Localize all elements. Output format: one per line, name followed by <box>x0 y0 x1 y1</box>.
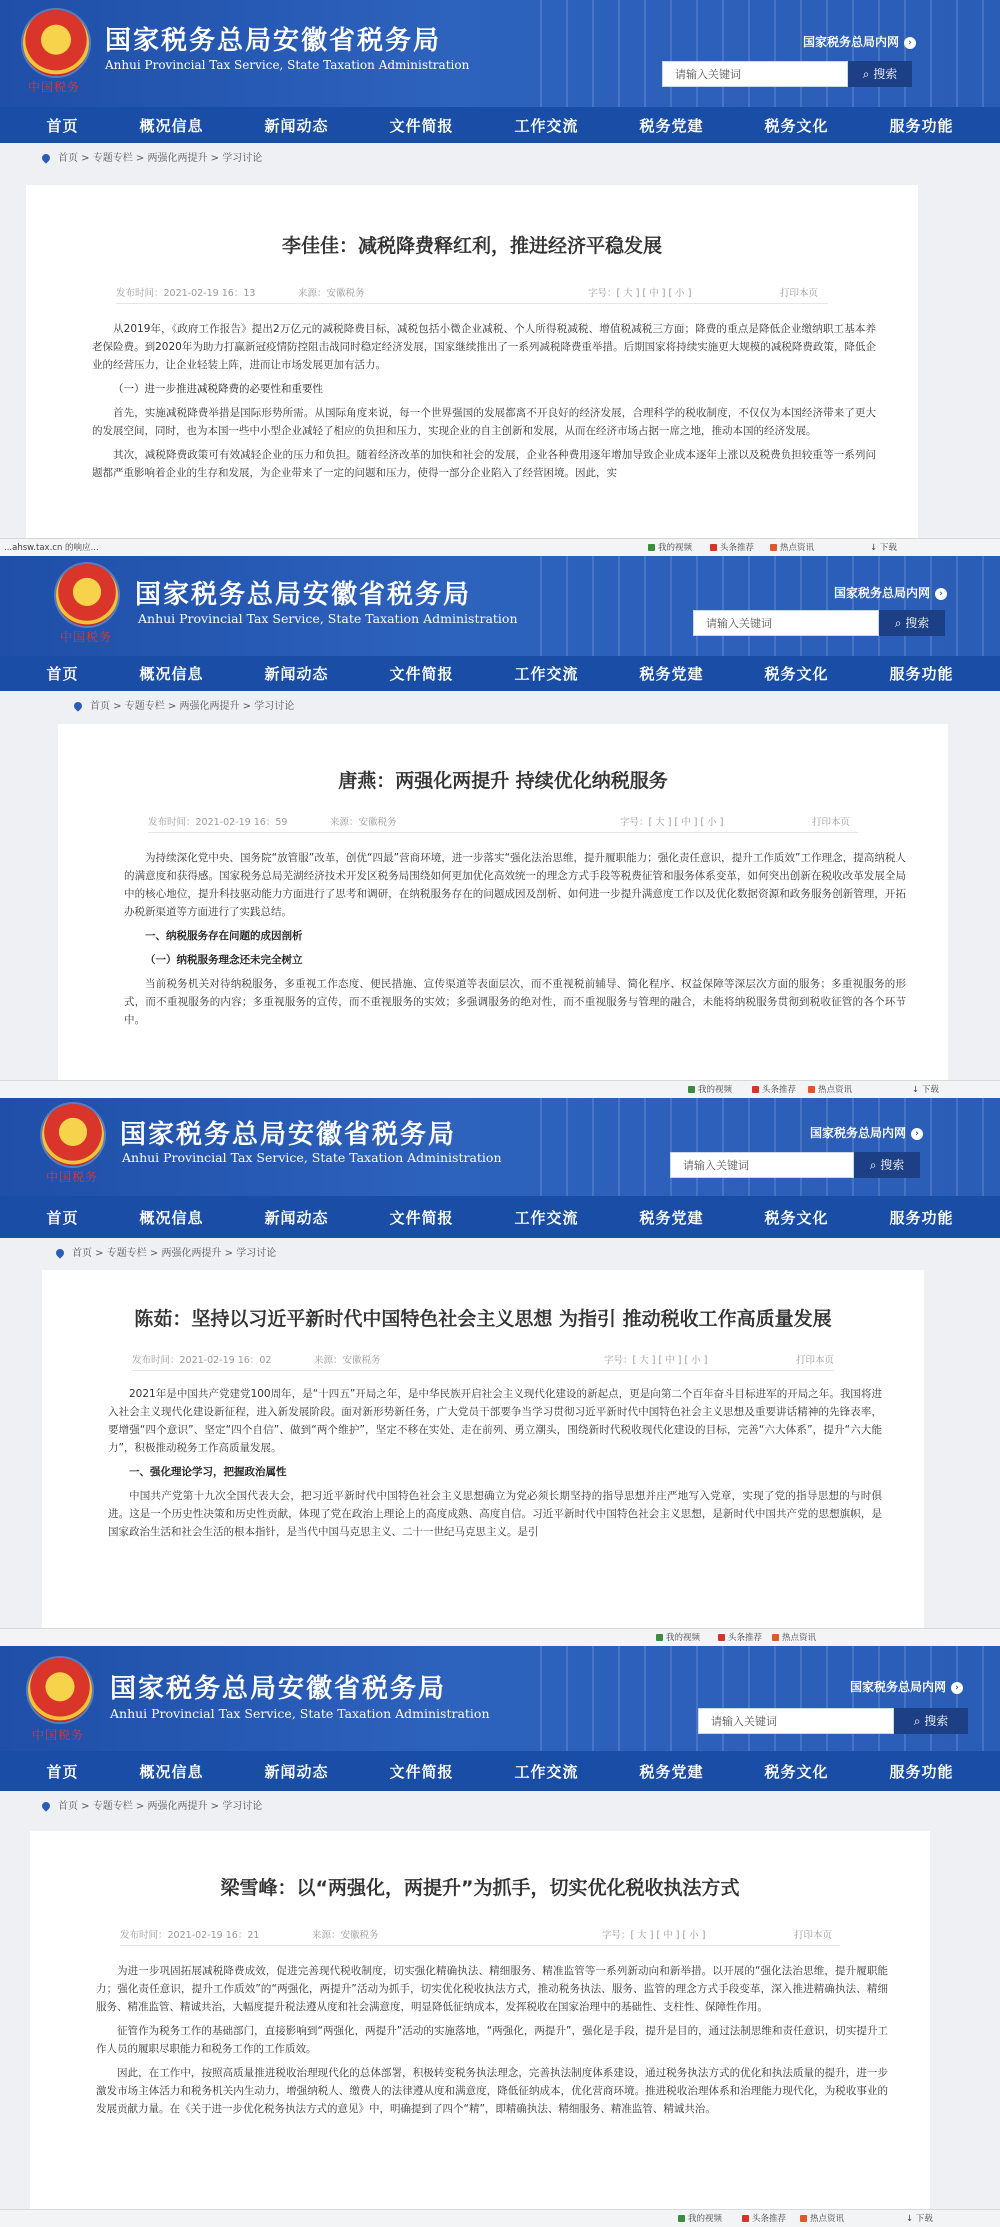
header-decoration <box>540 556 1000 656</box>
site-header <box>0 556 1000 656</box>
paragraph: 首先，实施减税降费举措是国际形势所需。从国际角度来说，每一个世界强国的发展都离不开良好的经济发展，合理科学的税收制度，不仅仅为本国经济带来了更大的发展空间，同时，也为本国一些中小型企业减轻了相应的负担和压力，实现企业的自主创新和发展，从而在经济市场占据一席之地，推动本国的经济发展。 <box>92 407 876 437</box>
nav-services[interactable]: 服务功能 <box>889 116 954 135</box>
status-video-label: 我的视频 <box>658 543 693 553</box>
status-download-label: 下载 <box>921 1085 939 1095</box>
tax-emblem-icon <box>23 10 89 76</box>
font-size-selector[interactable]: 字号：[ 大 ] [ 中 ] [ 小 ] <box>604 1355 708 1366</box>
screenshot-4 <box>0 1646 1000 2227</box>
nav-culture[interactable]: 税务文化 <box>764 1762 829 1781</box>
nav-home[interactable]: 首页 <box>46 665 79 683</box>
article-source: 来源：安徽税务 <box>298 288 365 299</box>
nav-exchange[interactable]: 工作交流 <box>514 665 579 683</box>
breadcrumb <box>0 143 1000 175</box>
site-title[interactable]: 国家税务总局安徽省税务局 <box>135 580 472 610</box>
paragraph: 2021年是中国共产党建党100周年，是“十四五”开局之年，是中华民族开启社会主义现代化建设的新起点，更是向第二个百年奋斗目标进军的开局之年。我国将进入社会主义现代化建设新征程，进入新发展阶段。面对新形势新任务，广大党员干部要争当学习贯彻习近平新时代中国特色社会主义思想及重要讲话精神的先锋表率，要增强“四个意识”、坚定“四个自信”、做到“两个维护”，坚定不移在实处、走在前列、勇立潮头，围绕新时代税收现代化建设的目标，完善“六大体系”，提升“六大能力”，积极推动税务工作高质量发展。 <box>108 1388 882 1454</box>
paragraph: 中国共产党第十九次全国代表大会，把习近平新时代中国特色社会主义思想确立为党必须长期坚持的指导思想并庄严地写入党章，实现了党的指导思想的与时俱进。这是一个历史性决策和历史性贡献，体现了党在政治上理论上的高度成熟、高度自信。习近平新时代中国特色社会主义思想，是新时代中国共产党的思想旗帜，是国家政治生活和社会生活的根本指针，是当代中国马克思主义、二十一世纪马克思主义。是引 <box>108 1490 882 1538</box>
search-icon: ⌕ <box>862 67 874 81</box>
status-headlines-label: 头条推荐 <box>728 1633 763 1643</box>
article-body <box>58 833 948 1029</box>
breadcrumb <box>0 1238 1000 1270</box>
font-size-selector[interactable]: 字号：[ 大 ] [ 中 ] [ 小 ] <box>620 817 724 828</box>
status-download-label: 下载 <box>879 543 897 553</box>
article-meta <box>132 1348 834 1371</box>
print-link[interactable]: 打印本页 <box>794 1930 833 1941</box>
status-hot-label: 热点资讯 <box>780 543 815 553</box>
article-card <box>30 1831 930 2209</box>
hot-news-icon <box>770 544 777 551</box>
status-headlines-label: 头条推荐 <box>720 543 755 553</box>
status-hot-label: 热点资讯 <box>810 2214 845 2224</box>
location-pin-icon <box>54 1247 65 1258</box>
intranet-link[interactable] <box>803 33 916 50</box>
breadcrumb <box>0 691 1000 723</box>
section-subheading: （一）纳税服务理念还未完全树立 <box>145 954 303 966</box>
paragraph: 因此，在工作中，按照高质量推进税收治理现代化的总体部署，积极转变税务执法理念，完善执法制度体系建设，通过税务执法方式的优化和执法质量的提升，进一步激发市场主体活力和税务机关内生动力，增强纳税人、缴费人的法律遵从度和满意度，降低征纳成本，优化营商环境。推进税收治理体系和治理能力现代化，为税收事业的发展贡献力量。在《关于进一步优化税务执法方式的意见》中，明确提到了四个“精”，即精确执法、精细服务、精准监管、精诚共治。 <box>96 2067 888 2115</box>
nav-news[interactable]: 新闻动态 <box>264 116 329 135</box>
arrow-right-icon: › <box>951 1682 963 1694</box>
nav-services[interactable]: 服务功能 <box>889 665 954 683</box>
browser-status-bar <box>0 2209 1000 2227</box>
article-source: 来源：安徽税务 <box>314 1355 381 1366</box>
search-button[interactable] <box>894 1708 968 1734</box>
status-hot[interactable] <box>808 1081 852 1098</box>
nav-exchange[interactable]: 工作交流 <box>514 1762 579 1781</box>
article-title: 梁雪峰：以“两强化，两提升”为抓手，切实优化税收执法方式 <box>220 1877 740 1899</box>
breadcrumb <box>0 1791 1000 1823</box>
nav-home[interactable]: 首页 <box>46 116 79 135</box>
article-meta <box>116 281 828 304</box>
article-body <box>26 304 918 482</box>
article-meta <box>120 1923 840 1946</box>
video-icon <box>678 2215 685 2222</box>
headlines-icon <box>718 1634 725 1641</box>
status-hot-label: 热点资讯 <box>818 1085 853 1095</box>
intranet-link[interactable] <box>834 584 947 601</box>
intranet-link[interactable] <box>850 1678 963 1695</box>
nav-culture[interactable]: 税务文化 <box>764 665 829 683</box>
breadcrumb-text[interactable]: 首页 > 专题专栏 > 两强化两提升 > 学习讨论 <box>90 701 295 712</box>
status-headlines[interactable] <box>742 2210 786 2227</box>
intranet-link-label[interactable]: 国家税务总局内网 <box>834 586 931 600</box>
nav-exchange[interactable]: 工作交流 <box>514 1208 579 1227</box>
article-title: 李佳佳：减税降费释红利，推进经济平稳发展 <box>281 235 662 257</box>
search-button[interactable] <box>854 1152 920 1178</box>
nav-party[interactable]: 税务党建 <box>639 1762 704 1781</box>
status-hot-label: 热点资讯 <box>782 1633 817 1643</box>
nav-news[interactable]: 新闻动态 <box>264 1762 329 1781</box>
search-button[interactable] <box>848 61 912 87</box>
paragraph: 为持续深化党中央、国务院“放管服”改革，创优“四最”营商环境，进一步落实“强化法治思维，提升履职能力；强化责任意识，提升工作质效”工作理念，提高纳税人的满意度和获得感。国家税务总局芜湖经济技术开发区税务局围绕如何更加优化高效统一的理念方式手段等税费征管和服务体系变革，如何突出创新在税收改革发展全局中的核心地位，提升科技驱动能力方面进行了思考和调研，在纳税服务存在的问题成因及剖析、如何进一步提升满意度工作以及优化数据资源和政务服务创新管理，开拓办税新渠道等方面进行了实践总结。 <box>124 852 906 918</box>
nav-party[interactable]: 税务党建 <box>639 116 704 135</box>
nav-party[interactable]: 税务党建 <box>639 665 704 683</box>
search-button[interactable] <box>879 610 945 636</box>
site-subtitle: Anhui Provincial Tax Service, State Taxation Administration <box>138 611 518 626</box>
download-icon: ↓ <box>906 2214 916 2224</box>
font-size-selector[interactable]: 字号：[ 大 ] [ 中 ] [ 小 ] <box>588 288 692 299</box>
status-headlines-label: 头条推荐 <box>752 2214 787 2224</box>
nav-culture[interactable]: 税务文化 <box>764 1208 829 1227</box>
status-hot[interactable] <box>770 539 814 556</box>
nav-home[interactable]: 首页 <box>46 1208 79 1227</box>
status-hot[interactable] <box>800 2210 844 2227</box>
browser-status-bar <box>0 1080 1000 1098</box>
nav-news[interactable]: 新闻动态 <box>264 665 329 683</box>
emblem-caption: 中国税务 <box>46 1170 99 1184</box>
nav-services[interactable]: 服务功能 <box>889 1208 954 1227</box>
video-icon <box>648 544 655 551</box>
nav-documents[interactable]: 文件简报 <box>389 1762 454 1781</box>
headlines-icon <box>710 544 717 551</box>
search-button-label: 搜索 <box>873 67 898 81</box>
header-decoration <box>540 1646 1000 1751</box>
intranet-link-label[interactable]: 国家税务总局内网 <box>803 35 900 49</box>
status-headlines-label: 头条推荐 <box>762 1085 797 1095</box>
paragraph: 征管作为税务工作的基础部门，直接影响到“两强化，两提升”活动的实施落地，“两强化，两提升”，强化是手段，提升是目的，通过法制思维和责任意识，切实提升工作人员的履职尽职能力和税务工作的工作质效。 <box>96 2025 888 2055</box>
screenshot-1 <box>0 0 1000 556</box>
browser-status-bar <box>0 1628 1000 1646</box>
arrow-right-icon: › <box>911 1128 923 1140</box>
site-title[interactable]: 国家税务总局安徽省税务局 <box>110 1674 447 1704</box>
article-source: 来源：安徽税务 <box>330 817 397 828</box>
site-title[interactable]: 国家税务总局安徽省税务局 <box>120 1120 457 1150</box>
breadcrumb-text[interactable]: 首页 > 专题专栏 > 两强化两提升 > 学习讨论 <box>58 153 263 164</box>
headlines-icon <box>742 2215 749 2222</box>
status-hot[interactable] <box>772 1629 816 1646</box>
nav-overview[interactable]: 概况信息 <box>139 1762 204 1781</box>
status-headlines[interactable] <box>718 1629 762 1646</box>
nav-home[interactable]: 首页 <box>46 1762 79 1781</box>
tax-emblem-icon <box>28 1658 92 1722</box>
paragraph: 其次，减税降费政策可有效减轻企业的压力和负担。随着经济改革的加快和社会的发展，企业各种费用逐年增加导致企业成本逐年上涨以及税费负担较重等一系列问题都严重影响着企业的生存和发展，为企业带来了一定的问题和压力，使得一部分企业陷入了经营困境。因此，实 <box>92 449 876 479</box>
nav-overview[interactable]: 概况信息 <box>139 1208 204 1227</box>
status-headlines[interactable] <box>710 539 754 556</box>
publish-date: 发布时间：2021-02-19 16：02 <box>132 1355 272 1366</box>
intranet-link-label[interactable]: 国家税务总局内网 <box>850 1680 947 1694</box>
article-card <box>58 724 948 1080</box>
section-heading: （一）进一步推进减税降费的必要性和重要性 <box>113 383 323 395</box>
nav-documents[interactable]: 文件简报 <box>389 116 454 135</box>
section-heading: 一、强化理论学习，把握政治属性 <box>129 1466 287 1478</box>
hot-news-icon <box>800 2215 807 2222</box>
article-body <box>42 1371 924 1541</box>
status-video[interactable] <box>678 2210 722 2227</box>
font-size-selector[interactable]: 字号：[ 大 ] [ 中 ] [ 小 ] <box>602 1930 706 1941</box>
site-title[interactable]: 国家税务总局安徽省税务局 <box>105 26 442 56</box>
status-download[interactable] <box>870 539 897 556</box>
hot-news-icon <box>808 1086 815 1093</box>
nav-news[interactable]: 新闻动态 <box>264 1208 329 1227</box>
search-button-label: 搜索 <box>880 1158 905 1172</box>
nav-overview[interactable]: 概况信息 <box>139 116 204 135</box>
screenshot-3 <box>0 1098 1000 1646</box>
search-icon: ⌕ <box>913 1714 925 1728</box>
search-input[interactable]: 请输入关键词 <box>698 1708 894 1734</box>
status-video[interactable] <box>688 1081 732 1098</box>
headlines-icon <box>752 1086 759 1093</box>
search-button-label: 搜索 <box>924 1714 949 1728</box>
paragraph: 为进一步巩固拓展减税降费成效，促进完善现代税收制度，切实强化精确执法、精细服务、精准监管等一系列新动向和新举措。以开展的“强化法治思维，提升履职能力；强化责任意识，提升工作质效”的“两强化，两提升”活动为抓手，切实优化税收执法方式，推动税务执法、服务、监管的理念方式手段变革，深入推进精确执法、精细服务、精准监管、精诚共治，大幅度提升税法遵从度和社会满意度，明显降低征纳成本，发挥税收在国家治理中的基础性、支柱性、保障性作用。 <box>96 1965 888 2013</box>
download-icon: ↓ <box>912 1085 922 1095</box>
status-video-label: 我的视频 <box>688 2214 723 2224</box>
header-decoration <box>540 1098 1000 1196</box>
publish-date: 发布时间：2021-02-19 16：21 <box>120 1930 260 1941</box>
search-input[interactable]: 请输入关键词 <box>670 1152 854 1178</box>
search-icon: ⌕ <box>869 1158 881 1172</box>
nav-documents[interactable]: 文件简报 <box>389 1208 454 1227</box>
breadcrumb-text[interactable]: 首页 > 专题专栏 > 两强化两提升 > 学习讨论 <box>58 1801 263 1812</box>
print-link[interactable]: 打印本页 <box>796 1355 835 1366</box>
status-video-label: 我的视频 <box>698 1085 733 1095</box>
main-nav <box>0 1196 1000 1238</box>
status-url: ...ahsw.tax.cn 的响应... <box>4 543 99 553</box>
main-nav <box>0 656 1000 691</box>
main-nav <box>0 107 1000 143</box>
article-card <box>26 185 918 538</box>
site-header <box>0 1098 1000 1196</box>
site-header <box>0 1646 1000 1751</box>
status-headlines[interactable] <box>752 1081 796 1098</box>
article-body <box>30 1946 930 2118</box>
main-nav <box>0 1751 1000 1791</box>
status-video[interactable] <box>648 539 692 556</box>
search-icon: ⌕ <box>894 616 906 630</box>
nav-overview[interactable]: 概况信息 <box>139 665 204 683</box>
hot-news-icon <box>772 1634 779 1641</box>
emblem-caption: 中国税务 <box>60 630 113 644</box>
search-input[interactable]: 请输入关键词 <box>662 61 848 87</box>
search-button-label: 搜索 <box>905 616 930 630</box>
nav-exchange[interactable]: 工作交流 <box>514 116 579 135</box>
location-pin-icon <box>40 152 51 163</box>
nav-documents[interactable]: 文件简报 <box>389 665 454 683</box>
intranet-link[interactable] <box>810 1124 923 1141</box>
breadcrumb-text[interactable]: 首页 > 专题专栏 > 两强化两提升 > 学习讨论 <box>72 1248 277 1259</box>
article-meta <box>148 810 858 833</box>
screenshot-2 <box>0 556 1000 1098</box>
article-title: 陈茹：坚持以习近平新时代中国特色社会主义思想 为指引 推动税收工作高质量发展 <box>134 1308 832 1330</box>
site-subtitle: Anhui Provincial Tax Service, State Taxation Administration <box>105 58 470 72</box>
emblem-caption: 中国税务 <box>28 80 81 94</box>
article-source: 来源：安徽税务 <box>312 1930 379 1941</box>
nav-services[interactable]: 服务功能 <box>889 1762 954 1781</box>
paragraph: 从2019年，《政府工作报告》提出2万亿元的减税降费目标，减税包括小微企业减税、个人所得税减税、增值税减税三方面；降费的重点是降低企业缴纳职工基本养老保险费。到2020年为助力打赢新冠疫情防控阻击战同时稳定经济发展，国家继续推出了一系列减税降费重举措。后期国家将持续实施更大规模的减税降费政策，降低企业的经营压力，让企业轻装上阵，进而让市场发展更加有活力。 <box>92 323 876 371</box>
status-video[interactable] <box>656 1629 700 1646</box>
article-title: 唐燕：两强化两提升 持续优化纳税服务 <box>338 770 668 792</box>
arrow-right-icon: › <box>935 588 947 600</box>
paragraph: 当前税务机关对待纳税服务，多重视工作态度、便民措施、宣传渠道等表面层次，而不重视税前辅导、简化程序、权益保障等深层次方面的服务；多重视服务的形式，而不重视服务的内容；多重视服务的宣传，而不重视服务的实效；多强调服务的绝对性，而不重视服务与管理的融合，未能将纳税服务贯彻到税收征管的各个环节中。 <box>124 978 906 1026</box>
tax-emblem-icon <box>56 564 118 626</box>
print-link[interactable]: 打印本页 <box>812 817 851 828</box>
header-decoration <box>540 0 1000 107</box>
emblem-caption: 中国税务 <box>32 1728 85 1742</box>
site-subtitle: Anhui Provincial Tax Service, State Taxation Administration <box>122 1150 502 1165</box>
section-heading: 一、纳税服务存在问题的成因剖析 <box>145 930 303 942</box>
intranet-link-label[interactable]: 国家税务总局内网 <box>810 1126 907 1140</box>
tax-emblem-icon <box>42 1104 104 1166</box>
publish-date: 发布时间：2021-02-19 16：13 <box>116 288 256 299</box>
status-download-label: 下载 <box>915 2214 933 2224</box>
nav-party[interactable]: 税务党建 <box>639 1208 704 1227</box>
location-pin-icon <box>72 700 83 711</box>
article-card <box>42 1270 924 1628</box>
location-pin-icon <box>40 1800 51 1811</box>
video-icon <box>656 1634 663 1641</box>
publish-date: 发布时间：2021-02-19 16：59 <box>148 817 288 828</box>
browser-status-bar <box>0 538 1000 556</box>
search-input[interactable]: 请输入关键词 <box>693 610 879 636</box>
video-icon <box>688 1086 695 1093</box>
status-download[interactable] <box>906 2210 933 2227</box>
nav-culture[interactable]: 税务文化 <box>764 116 829 135</box>
arrow-right-icon: › <box>904 37 916 49</box>
print-link[interactable]: 打印本页 <box>780 288 819 299</box>
site-subtitle: Anhui Provincial Tax Service, State Taxation Administration <box>110 1706 490 1721</box>
status-video-label: 我的视频 <box>666 1633 701 1643</box>
site-header <box>0 0 1000 107</box>
download-icon: ↓ <box>870 543 880 553</box>
status-download[interactable] <box>912 1081 939 1098</box>
